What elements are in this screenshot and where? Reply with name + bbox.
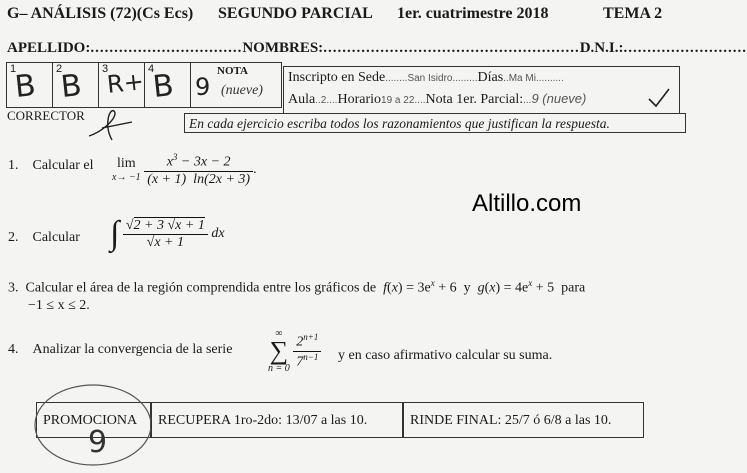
problem-number: 4. [8, 342, 19, 357]
enrollment-info-box [283, 66, 680, 114]
recupera-box: RECUPERA 1ro-2do: 13/07 a las 10. [151, 402, 403, 438]
aula-row: Aula..2....Horario19 a 22....Nota 1er. Parcial:...9 (nueve) [288, 91, 587, 107]
apellido-label: APELLIDO: [7, 40, 91, 56]
grade-table [6, 62, 282, 108]
grade-cell-number: 1 [10, 63, 17, 75]
nombres-field[interactable]: ...................................................... [323, 40, 580, 56]
grade-cell-value: R+ [105, 67, 146, 99]
problem-text: Calcular [32, 230, 80, 245]
dni-field[interactable]: .......................... [623, 40, 747, 56]
problem-text: Calcular el área de la región comprendida entre los gráficos de [25, 280, 377, 296]
sede-row: Inscripto en Sede........San Isidro.........Días..Ma Mi.......... [288, 70, 564, 85]
rinde-box: RINDE FINAL: 25/7 ó 6/8 a las 10. [403, 402, 644, 438]
checkmark-icon [646, 87, 672, 109]
corrector-label: CORRECTOR [7, 108, 85, 123]
nota-words: (nueve) [221, 83, 263, 98]
grade-cell-value: B [151, 68, 176, 105]
problem-text-and: y [463, 280, 471, 296]
grade-cell-3 [99, 63, 145, 107]
course-title: G– ANÁLISIS (72)(Cs Ecs) [7, 5, 194, 22]
nota1-value: 9 (nueve) [531, 91, 587, 106]
problem-1-formula: lim x→ −1 $\frac{x^3 - 3x - 2}{(x + 1) \ln(2x + 3)}$ . [112, 152, 257, 187]
problem-number: 2. [8, 230, 19, 245]
nota-label: NOTA [217, 65, 248, 77]
grade-cell-number: 3 [102, 63, 109, 75]
problem-1 [8, 158, 94, 174]
horario-value: 19 a 22 [381, 95, 415, 106]
grade-circle-icon [28, 380, 158, 470]
grade-cell-1 [7, 63, 53, 107]
problem-number: 3. [8, 280, 19, 296]
sede-value: San Isidro [407, 73, 453, 84]
exam-theme: TEMA 2 [603, 5, 663, 22]
watermark: Altillo.com [472, 190, 582, 217]
dias-label: Días [477, 70, 504, 85]
aula-value: 2 [320, 95, 327, 106]
horario-label: Horario [337, 92, 382, 107]
instruction-box: En cada ejercicio escriba todos los razonamientos que justifican la respuesta. [184, 113, 686, 133]
name-line [7, 40, 747, 57]
problem-4-formula: ∞ ∑ n = 0 $\frac{2^{n+1}}{7^{n-1}}$ [268, 328, 321, 374]
problem-text: Analizar la convergencia de la serie [32, 342, 233, 357]
problem-2 [8, 230, 80, 246]
nota-value: 9 [195, 73, 211, 101]
nota1-label: Nota 1er. Parcial: [425, 92, 524, 107]
grade-cell-number: 4 [148, 63, 155, 75]
grade-cell-2 [53, 63, 99, 107]
nombres-label: NOMBRES: [242, 40, 324, 56]
problem-4-tail: y en caso afirmativo calcular su suma. [338, 348, 553, 363]
problem-4 [8, 342, 232, 358]
problem-3-range: −1 ≤ x ≤ 2. [28, 298, 90, 313]
apellido-field[interactable]: ................................ [90, 40, 243, 56]
dni-label: D.N.I.: [579, 40, 624, 56]
aula-label: Aula [288, 92, 316, 107]
promociona-label: PROMOCIONA [43, 413, 138, 428]
exam-title: SEGUNDO PARCIAL [218, 5, 373, 22]
problem-text-para: para [561, 280, 586, 296]
problem-2-formula: ∫ $\frac{√2 + 3 √x + 1}{√x + 1}$ dx [110, 215, 225, 252]
grade-cell-number: 2 [56, 63, 63, 75]
sede-label: Inscripto en Sede [288, 70, 386, 85]
promociona-grade: 9 [88, 425, 108, 460]
problem-number: 1. [8, 158, 19, 173]
dias-value: Ma Mi [508, 73, 536, 84]
grade-cell-value: B [13, 68, 38, 105]
exam-period: 1er. cuatrimestre 2018 [397, 5, 549, 22]
corrector-signature-icon [84, 106, 154, 146]
grade-cell-nota [191, 63, 281, 107]
grade-cell-value: B [59, 68, 84, 105]
grade-cell-4 [145, 63, 191, 107]
problem-3: 3. Calcular el área de la región comprendida entre los gráficos de $f(x) = 3e^x + 6$ y $g(x) = 4e^x + 5$ para [8, 278, 586, 296]
problem-text: Calcular el [32, 158, 94, 173]
